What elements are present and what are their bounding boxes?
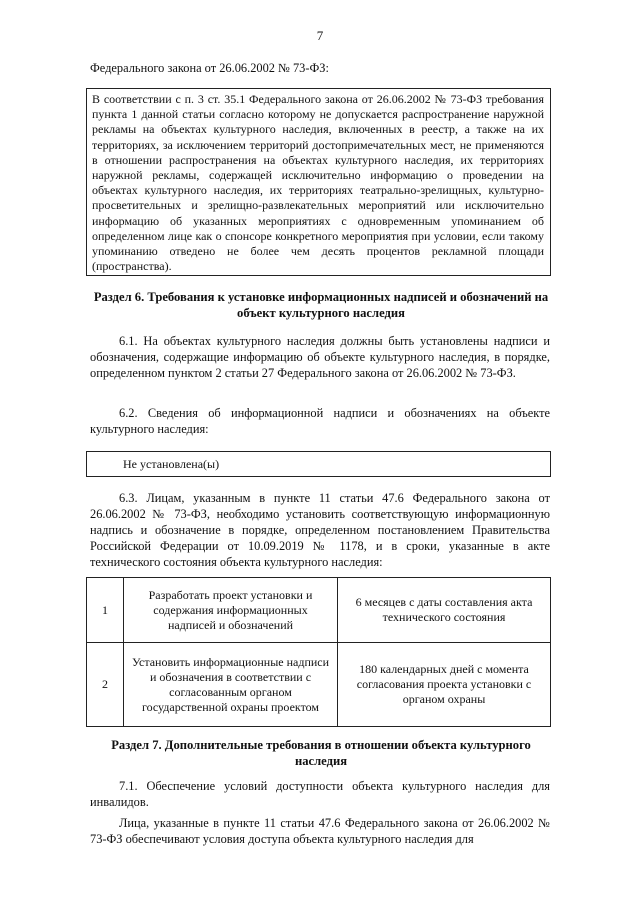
row-action: Установить информационные надписи и обозначения в соответствии с согласованным органом государственной охраны проектом xyxy=(124,643,338,727)
section-6-heading: Раздел 6. Требования к установке информационных надписей и обозначений на объект культурного наследия xyxy=(93,290,549,320)
paragraph-6-3: 6.3. Лицам, указанным в пункте 11 статьи 47.6 Федерального закона от 26.06.2002 № 73-ФЗ, необходимо установить соответствующую информационную надпись и обозначение в порядке, определенном постановлением Правительства Российской Федерации от 10.09.2019 № 1178, и в сроки, указанные в акте технического состояния объекта культурного наследия: xyxy=(90,491,550,569)
paragraph-6-2: 6.2. Сведения об информационной надписи и обозначениях на объекте культурного наследия: xyxy=(90,406,550,436)
page-number: 7 xyxy=(316,28,324,43)
table-row xyxy=(87,578,551,643)
paragraph-7-2: Лица, указанные в пункте 11 статьи 47.6 Федерального закона от 26.06.2002 № 73-ФЗ обеспечивают условия доступа объекта культурного наследия для xyxy=(90,816,550,846)
row-term: 6 месяцев с даты составления акта технического состояния xyxy=(338,578,551,643)
section-7-heading: Раздел 7. Дополнительные требования в отношении объекта культурного наследия xyxy=(111,738,531,768)
row-term: 180 календарных дней с момента согласования проекта установки с органом охраны xyxy=(338,643,551,727)
paragraph-6-1: 6.1. На объектах культурного наследия должны быть установлены надписи и обозначения, содержащие информацию об объекте культурного наследия, в порядке, определенном пунктом 2 статьи 27 Федерального закона от 26.06.2002 № 73-ФЗ. xyxy=(90,334,550,380)
advertising-note-box xyxy=(86,88,551,276)
row-number: 2 xyxy=(87,643,124,727)
advertising-note-text: В соответствии с п. 3 ст. 35.1 Федерального закона от 26.06.2002 № 73-ФЗ требования пункта 1 данной статьи согласно которому не допускается распространение наружной рекламы на объектах культурного наследия, включенных в реестр, а также на их территориях, за исключением территорий достопримечательных мест, не применяются в отношении распространения на объектах культурного наследия, их территориях наружной рекламы, содержащей исключительно информацию о проведении на объектах культурного наследия, их территориях театрально-зрелищных, культурно-просветительных и зрелищно-развлекательных мероприятий или исключительно информацию об указанных мероприятиях с одновременным упоминанием об определенном лице как о спонсоре конкретного мероприятия при условии, если такому упоминанию отведено не более чем десять процентов рекламной площади (пространства). xyxy=(92,92,544,274)
paragraph-7-1: 7.1. Обеспечение условий доступности объекта культурного наследия для инвалидов. xyxy=(90,779,550,809)
deadlines-table xyxy=(86,577,551,727)
row-action: Разработать проект установки и содержания информационных надписей и обозначений xyxy=(124,578,338,643)
table-row xyxy=(87,643,551,727)
inscription-info-box xyxy=(86,451,551,477)
row-number: 1 xyxy=(87,578,124,643)
intro-line: Федерального закона от 26.06.2002 № 73-ФЗ: xyxy=(90,61,329,75)
inscription-info-text: Не установлена(ы) xyxy=(123,457,220,471)
